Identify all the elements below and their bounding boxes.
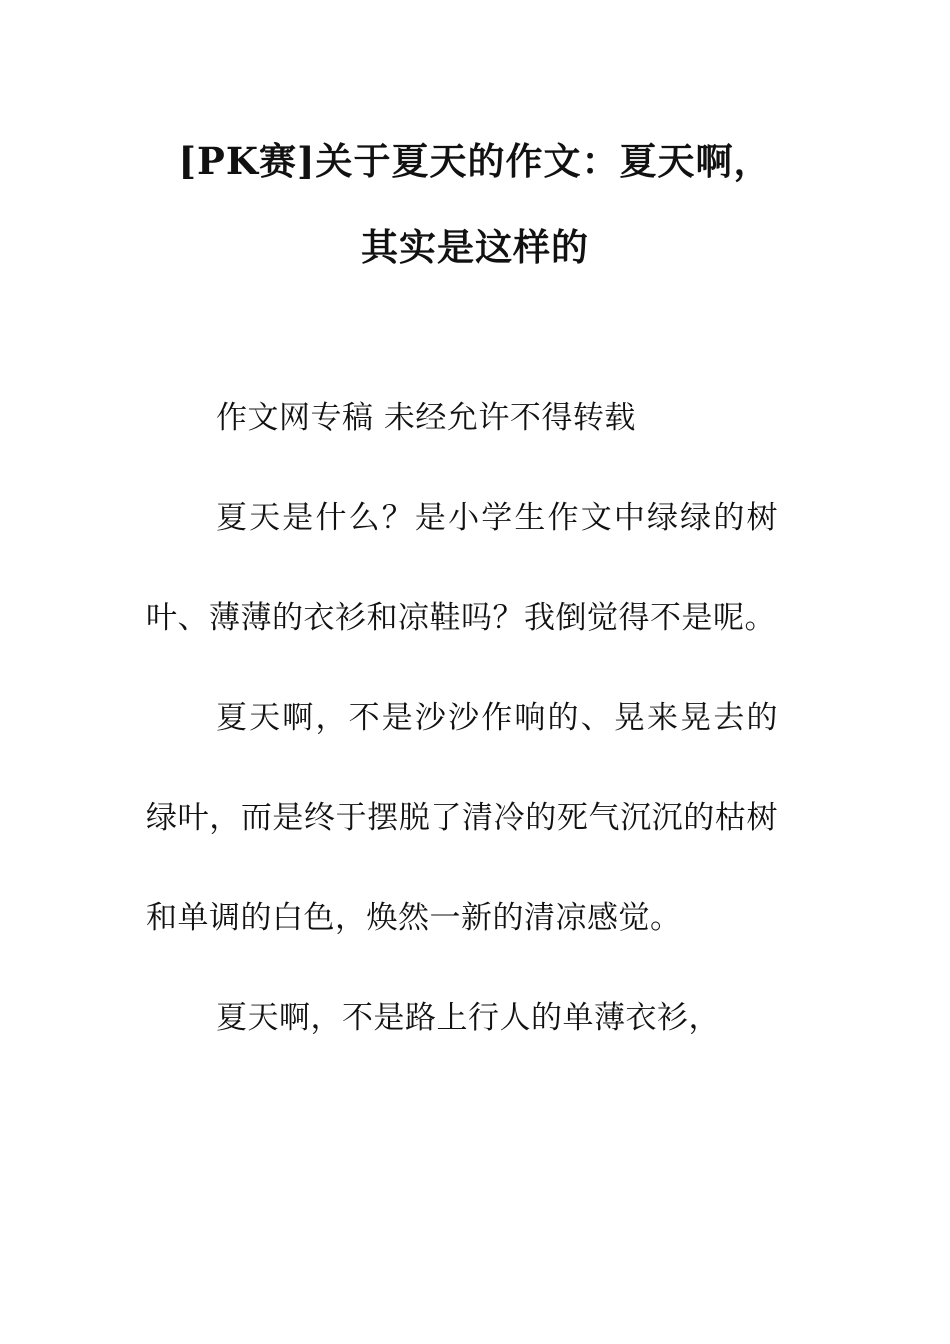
paragraph-2: 夏天啊，不是沙沙作响的、晃来晃去的绿叶，而是终于摆脱了清冷的死气沉沉的枯树和单调的白色，焕然一新的清凉感觉。 [146, 700, 778, 936]
title-line-2: 其实是这样的 [361, 225, 589, 269]
document-title [130, 118, 820, 290]
paragraph-3: 夏天啊，不是路上行人的单薄衣衫， [216, 1000, 720, 1036]
title-line-1: [PK赛]关于夏天的作文：夏天啊， [178, 139, 772, 183]
paragraph-copyright-notice: 作文网专稿 未经允许不得转载 [216, 400, 636, 436]
document-body [146, 368, 778, 1068]
paragraph-1: 夏天是什么？是小学生作文中绿绿的树叶、薄薄的衣衫和凉鞋吗？我倒觉得不是呢。 [146, 500, 778, 636]
